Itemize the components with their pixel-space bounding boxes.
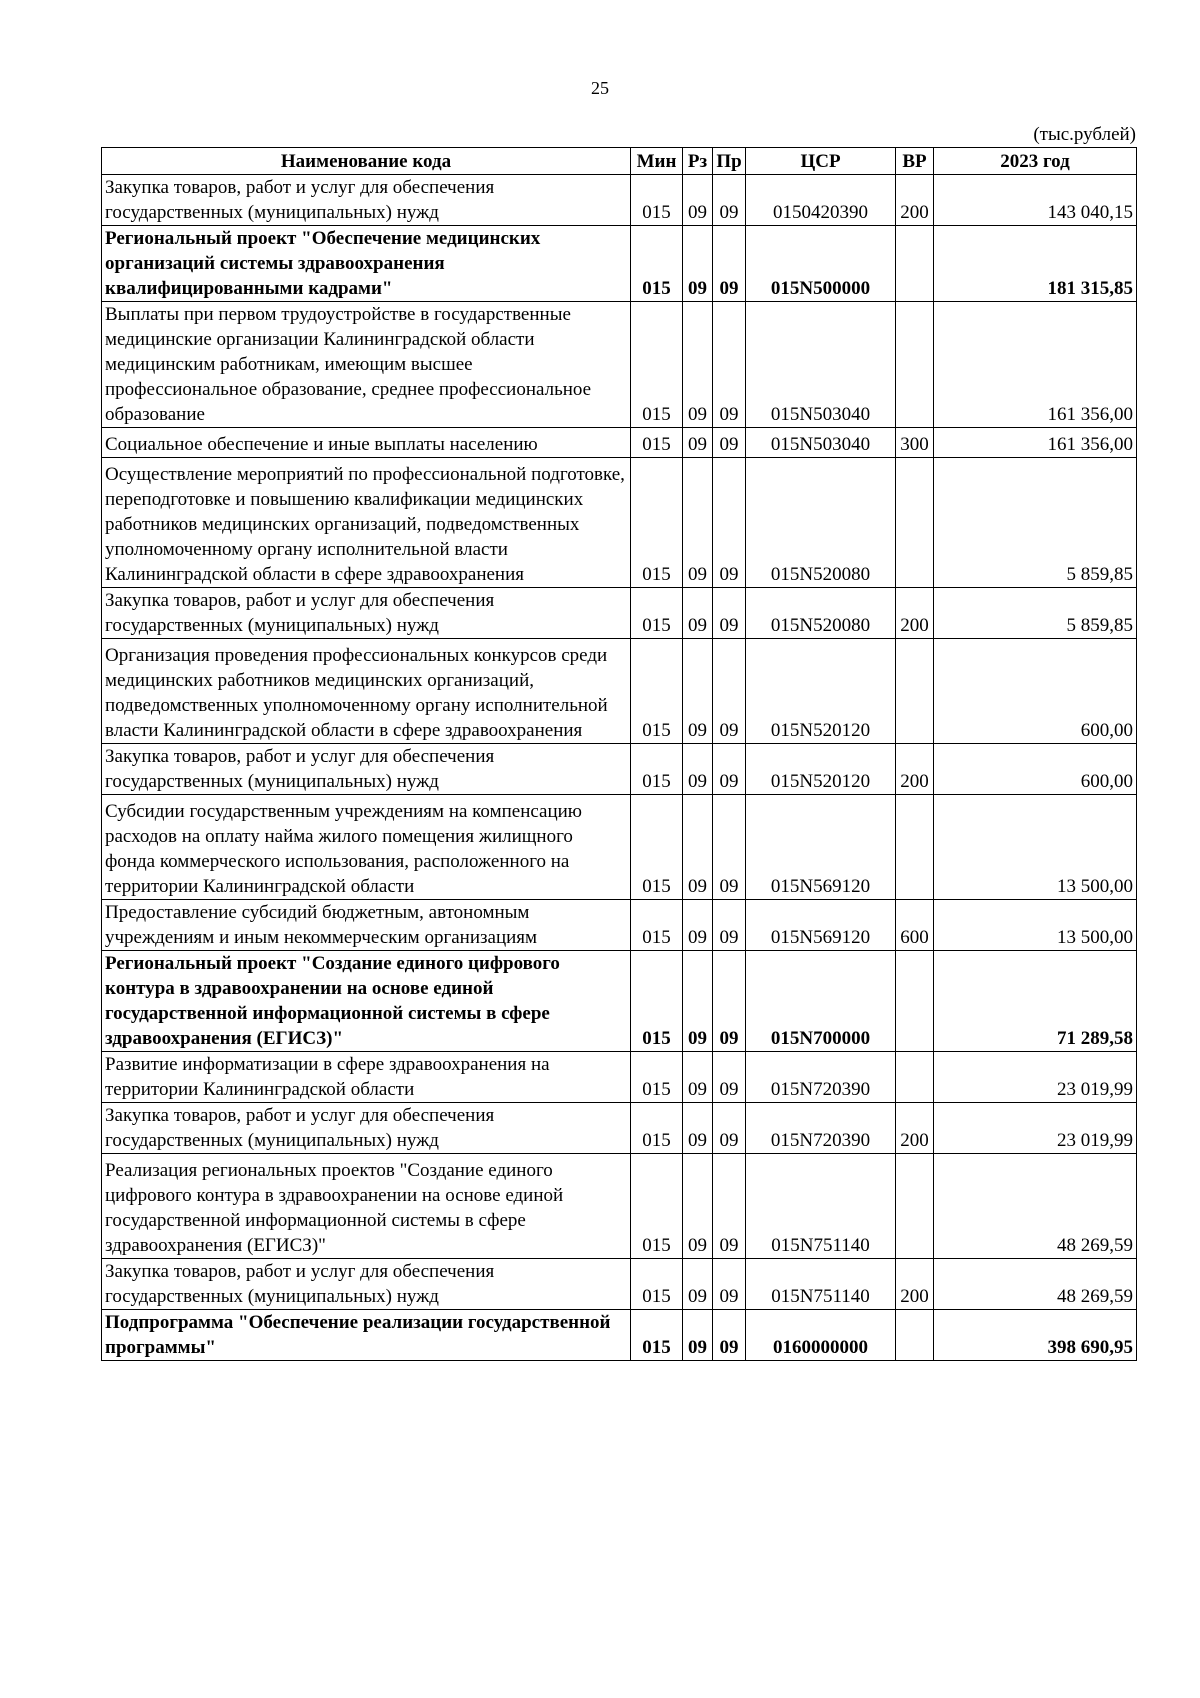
row-min: 015 — [631, 1310, 683, 1361]
row-rz: 09 — [683, 428, 713, 458]
row-amount: 5 859,85 — [934, 588, 1137, 639]
row-vr: 200 — [896, 744, 934, 795]
row-min: 015 — [631, 1052, 683, 1103]
row-min: 015 — [631, 302, 683, 428]
row-rz: 09 — [683, 744, 713, 795]
row-amount: 143 040,15 — [934, 175, 1137, 226]
row-vr — [896, 795, 934, 900]
row-min: 015 — [631, 900, 683, 951]
row-min: 015 — [631, 1259, 683, 1310]
row-rz: 09 — [683, 1154, 713, 1259]
row-pr: 09 — [713, 1259, 746, 1310]
row-pr: 09 — [713, 588, 746, 639]
table-row — [102, 1310, 1137, 1361]
header-vr: ВР — [896, 148, 934, 175]
row-vr — [896, 458, 934, 588]
row-name: Осуществление мероприятий по профессиональной подготовке, переподготовке и повышению квалификации медицинских работников медицинских организаций, подведомственных уполномоченному органу исполнительной власти Калининградской области в сфере здравоохранения — [102, 458, 631, 588]
header-pr: Пр — [713, 148, 746, 175]
row-csr: 015N520120 — [746, 639, 896, 744]
row-amount: 23 019,99 — [934, 1103, 1137, 1154]
row-rz: 09 — [683, 1259, 713, 1310]
row-vr: 200 — [896, 588, 934, 639]
row-csr: 015N720390 — [746, 1103, 896, 1154]
row-name: Подпрограмма "Обеспечение реализации государственной программы" — [102, 1310, 631, 1361]
row-rz: 09 — [683, 175, 713, 226]
row-pr: 09 — [713, 175, 746, 226]
row-pr: 09 — [713, 795, 746, 900]
table-row — [102, 1103, 1137, 1154]
row-pr: 09 — [713, 1154, 746, 1259]
row-min: 015 — [631, 175, 683, 226]
row-rz: 09 — [683, 1052, 713, 1103]
row-vr: 200 — [896, 1259, 934, 1310]
row-amount: 161 356,00 — [934, 302, 1137, 428]
row-min: 015 — [631, 588, 683, 639]
row-vr — [896, 302, 934, 428]
row-csr: 015N569120 — [746, 795, 896, 900]
row-pr: 09 — [713, 900, 746, 951]
row-csr: 0150420390 — [746, 175, 896, 226]
row-name: Закупка товаров, работ и услуг для обеспечения государственных (муниципальных) нужд — [102, 175, 631, 226]
row-csr: 015N503040 — [746, 302, 896, 428]
table-row — [102, 588, 1137, 639]
row-rz: 09 — [683, 900, 713, 951]
row-amount: 13 500,00 — [934, 795, 1137, 900]
row-vr: 200 — [896, 175, 934, 226]
row-amount: 48 269,59 — [934, 1154, 1137, 1259]
row-csr: 015N751140 — [746, 1259, 896, 1310]
row-name: Закупка товаров, работ и услуг для обеспечения государственных (муниципальных) нужд — [102, 744, 631, 795]
row-rz: 09 — [683, 639, 713, 744]
row-name: Организация проведения профессиональных конкурсов среди медицинских работников медицинских организаций, подведомственных уполномоченному органу исполнительной власти Калининградской области в сфере здравоохранения — [102, 639, 631, 744]
row-pr: 09 — [713, 639, 746, 744]
row-min: 015 — [631, 226, 683, 302]
row-name: Социальное обеспечение и иные выплаты населению — [102, 428, 631, 458]
row-amount: 398 690,95 — [934, 1310, 1137, 1361]
row-name: Закупка товаров, работ и услуг для обеспечения государственных (муниципальных) нужд — [102, 1259, 631, 1310]
row-rz: 09 — [683, 795, 713, 900]
row-amount: 23 019,99 — [934, 1052, 1137, 1103]
row-vr — [896, 951, 934, 1052]
row-name: Выплаты при первом трудоустройстве в государственные медицинские организации Калининградской области медицинским работникам, имеющим высшее профессиональное образование, среднее профессиональное образование — [102, 302, 631, 428]
row-vr — [896, 226, 934, 302]
row-name: Закупка товаров, работ и услуг для обеспечения государственных (муниципальных) нужд — [102, 588, 631, 639]
row-min: 015 — [631, 428, 683, 458]
row-min: 015 — [631, 458, 683, 588]
row-vr — [896, 1154, 934, 1259]
row-amount: 48 269,59 — [934, 1259, 1137, 1310]
table-row — [102, 175, 1137, 226]
row-amount: 600,00 — [934, 639, 1137, 744]
row-pr: 09 — [713, 302, 746, 428]
row-csr: 015N751140 — [746, 1154, 896, 1259]
row-csr: 015N520120 — [746, 744, 896, 795]
row-amount: 600,00 — [934, 744, 1137, 795]
row-rz: 09 — [683, 588, 713, 639]
row-pr: 09 — [713, 226, 746, 302]
row-rz: 09 — [683, 458, 713, 588]
table-row — [102, 302, 1137, 428]
row-vr — [896, 1310, 934, 1361]
row-pr: 09 — [713, 1052, 746, 1103]
row-pr: 09 — [713, 1103, 746, 1154]
row-amount: 181 315,85 — [934, 226, 1137, 302]
row-rz: 09 — [683, 226, 713, 302]
page-number: 25 — [591, 78, 609, 98]
row-pr: 09 — [713, 428, 746, 458]
table-row — [102, 1259, 1137, 1310]
table-header — [102, 148, 1137, 175]
row-csr: 015N520080 — [746, 458, 896, 588]
row-name: Региональный проект "Обеспечение медицинских организаций системы здравоохранения квалифицированными кадрами" — [102, 226, 631, 302]
table-row — [102, 1154, 1137, 1259]
row-vr — [896, 639, 934, 744]
row-pr: 09 — [713, 744, 746, 795]
row-name: Реализация региональных проектов "Создание единого цифрового контура в здравоохранении на основе единой государственной информационной системы в сфере здравоохранения (ЕГИСЗ)" — [102, 1154, 631, 1259]
table-row — [102, 226, 1137, 302]
row-csr: 015N720390 — [746, 1052, 896, 1103]
row-min: 015 — [631, 1154, 683, 1259]
table-row — [102, 744, 1137, 795]
row-pr: 09 — [713, 458, 746, 588]
row-csr: 015N503040 — [746, 428, 896, 458]
row-vr — [896, 1052, 934, 1103]
header-rz: Рз — [683, 148, 713, 175]
table-row — [102, 900, 1137, 951]
table-row — [102, 428, 1137, 458]
table-row — [102, 951, 1137, 1052]
header-min: Мин — [631, 148, 683, 175]
row-amount: 161 356,00 — [934, 428, 1137, 458]
row-min: 015 — [631, 795, 683, 900]
row-csr: 015N569120 — [746, 900, 896, 951]
row-amount: 5 859,85 — [934, 458, 1137, 588]
header-csr: ЦСР — [746, 148, 896, 175]
table-row — [102, 458, 1137, 588]
row-rz: 09 — [683, 1310, 713, 1361]
row-vr: 600 — [896, 900, 934, 951]
row-rz: 09 — [683, 951, 713, 1052]
budget-table — [101, 147, 1137, 1361]
row-pr: 09 — [713, 951, 746, 1052]
table-row — [102, 639, 1137, 744]
row-csr: 015N500000 — [746, 226, 896, 302]
row-name: Субсидии государственным учреждениям на компенсацию расходов на оплату найма жилого помещения жилищного фонда коммерческого использования, расположенного на территории Калининградской области — [102, 795, 631, 900]
row-amount: 13 500,00 — [934, 900, 1137, 951]
row-name: Закупка товаров, работ и услуг для обеспечения государственных (муниципальных) нужд — [102, 1103, 631, 1154]
row-vr: 200 — [896, 1103, 934, 1154]
header-name: Наименование кода — [102, 148, 631, 175]
row-amount: 71 289,58 — [934, 951, 1137, 1052]
table-row — [102, 1052, 1137, 1103]
table-row — [102, 795, 1137, 900]
row-name: Развитие информатизации в сфере здравоохранения на территории Калининградской области — [102, 1052, 631, 1103]
row-pr: 09 — [713, 1310, 746, 1361]
row-name: Региональный проект "Создание единого цифрового контура в здравоохранении на основе единой государственной информационной системы в сфере здравоохранения (ЕГИСЗ)" — [102, 951, 631, 1052]
row-rz: 09 — [683, 302, 713, 428]
row-csr: 015N520080 — [746, 588, 896, 639]
row-min: 015 — [631, 1103, 683, 1154]
row-min: 015 — [631, 951, 683, 1052]
row-min: 015 — [631, 744, 683, 795]
units-label: (тыс.рублей) — [1033, 124, 1136, 145]
row-csr: 015N700000 — [746, 951, 896, 1052]
header-year: 2023 год — [934, 148, 1137, 175]
row-vr: 300 — [896, 428, 934, 458]
row-name: Предоставление субсидий бюджетным, автономным учреждениям и иным некоммерческим организациям — [102, 900, 631, 951]
row-min: 015 — [631, 639, 683, 744]
row-rz: 09 — [683, 1103, 713, 1154]
row-csr: 0160000000 — [746, 1310, 896, 1361]
